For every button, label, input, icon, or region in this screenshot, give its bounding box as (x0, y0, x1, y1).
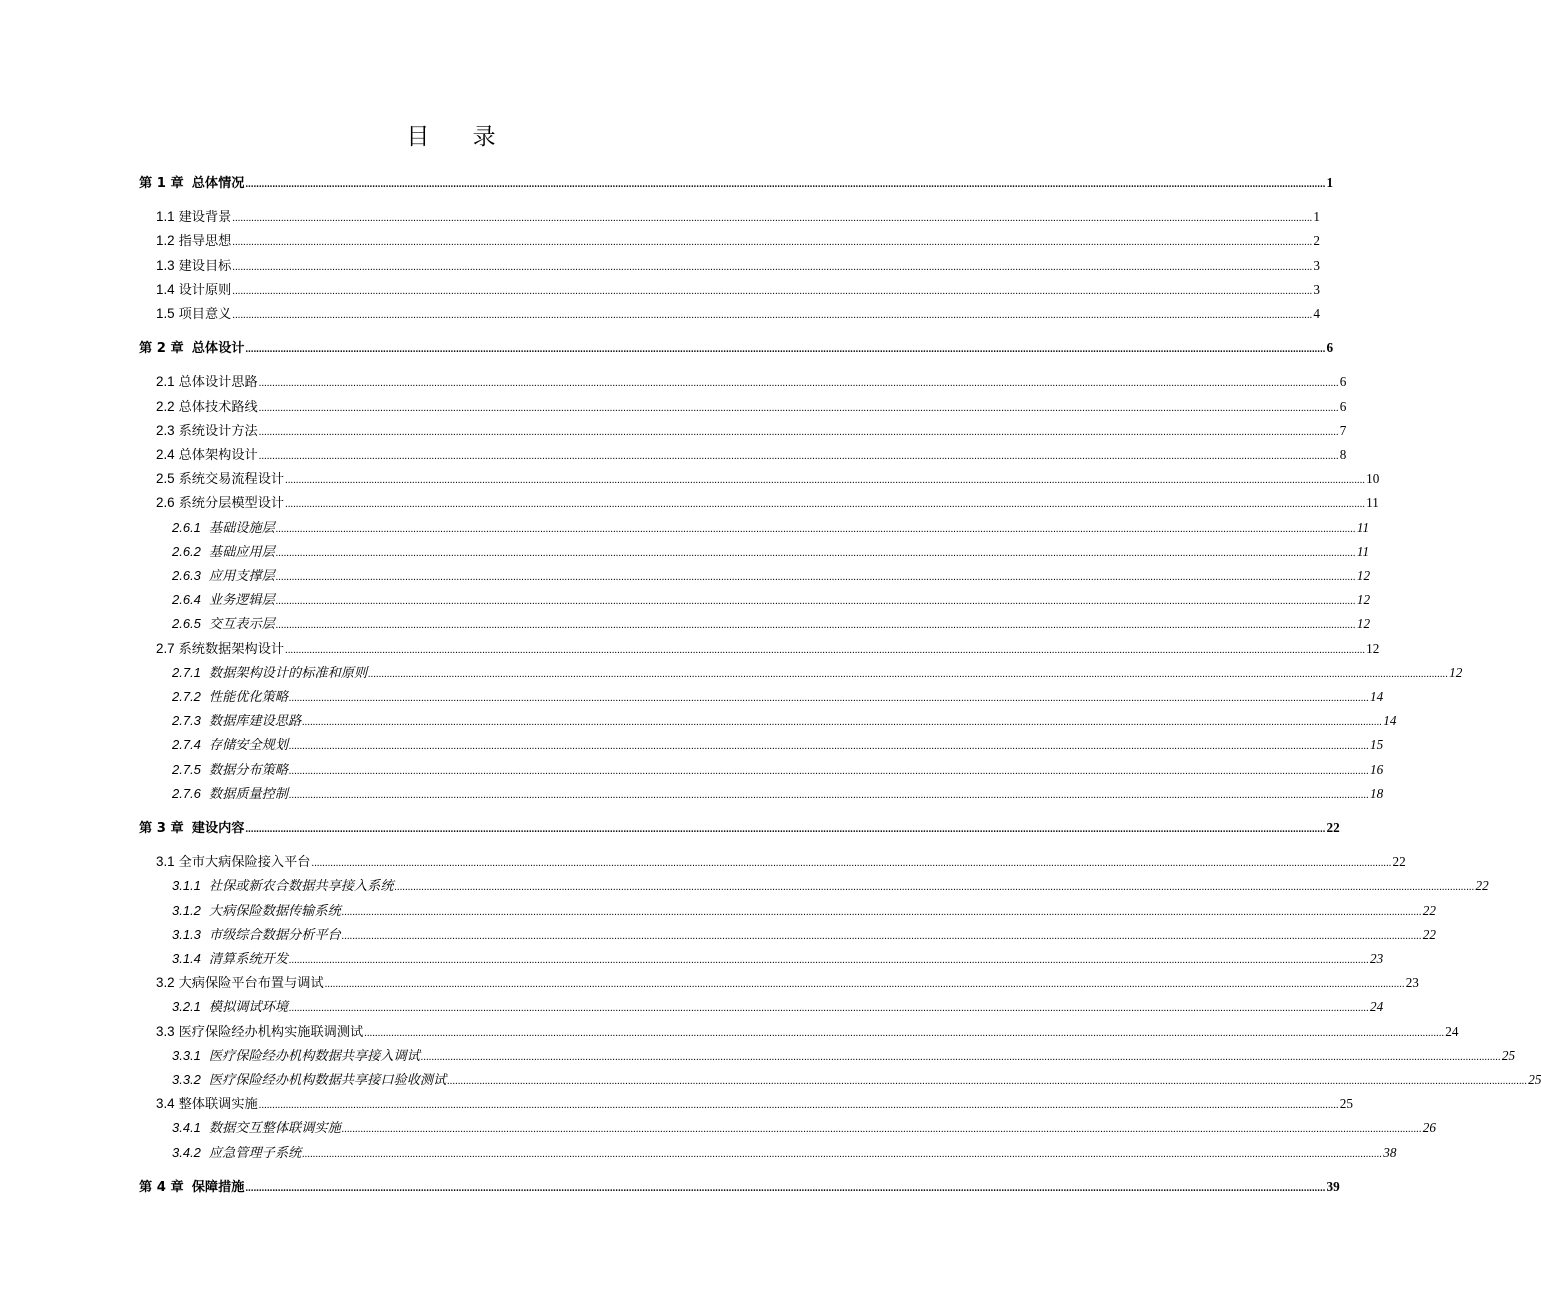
toc-entry-title: 社保或新农合数据共享接入系统 (208, 879, 394, 895)
toc-entry[interactable] (156, 371, 1347, 391)
toc-entry[interactable] (139, 1176, 1340, 1196)
toc-entry-page: 38 (1383, 1144, 1397, 1160)
toc-leader-dots: ................................................................................................................................................................................................................................................................................................................................................................................................................ (258, 402, 1339, 414)
toc-entry-page: 11 (1356, 543, 1370, 559)
toc-entry-title: 市级综合数据分析平台 (208, 927, 341, 943)
toc-entry-page: 22 (1392, 854, 1406, 870)
toc-entry-page: 4 (1313, 306, 1320, 321)
toc-leader-dots: ................................................................................................................................................................................................................................................................................................................................................................................................................ (275, 523, 1356, 535)
toc-entry-title: 系统设计方法 (178, 423, 258, 439)
toc-entry[interactable] (172, 517, 1370, 537)
toc-entry-page: 26 (1422, 1120, 1436, 1136)
toc-entry-title: 全市大病保险接入平台 (178, 855, 311, 871)
toc-entry-number: 3.4.2 (172, 1144, 201, 1160)
toc-entry-number: 2.7.1 (172, 664, 201, 680)
toc-leader-dots: ................................................................................................................................................................................................................................................................................................................................................................................................................ (232, 261, 1313, 273)
toc-entry[interactable] (172, 710, 1397, 730)
toc-entry[interactable] (172, 1069, 1541, 1089)
toc-leader-dots: ................................................................................................................................................................................................................................................................................................................................................................................................................ (341, 906, 1422, 918)
toc-leader-dots: ................................................................................................................................................................................................................................................................................................................................................................................................................ (289, 765, 1370, 777)
toc-entry[interactable] (172, 1142, 1397, 1162)
toc-entry-number: 2.7.4 (172, 737, 201, 753)
toc-entry-number: 2.2 (156, 398, 175, 414)
toc-entry-title: 设计原则 (178, 282, 232, 298)
toc-entry-title: 总体技术路线 (178, 399, 258, 415)
toc-entry-page: 24 (1445, 1023, 1459, 1039)
toc-entry-title: 清算系统开发 (208, 952, 289, 967)
toc-entry-number: 1.4 (156, 281, 175, 297)
toc-entry[interactable] (172, 924, 1436, 944)
toc-entry-number: 3.1.4 (172, 951, 201, 966)
toc-leader-dots: ................................................................................................................................................................................................................................................................................................................................................................................................................ (275, 596, 1356, 608)
toc-entry-page: 14 (1383, 713, 1397, 729)
toc-entry[interactable] (156, 279, 1320, 299)
toc-entry-page: 11 (1356, 519, 1370, 535)
toc-entry[interactable] (156, 1093, 1353, 1113)
toc-leader-dots: ................................................................................................................................................................................................................................................................................................................................................................................................................ (341, 930, 1422, 942)
toc-entry-number: 3.4.1 (172, 1120, 201, 1136)
toc-entry-number: 2.7.6 (172, 785, 201, 801)
toc-entry[interactable] (172, 1045, 1516, 1065)
toc-entry-number: 2.6.3 (172, 568, 201, 583)
toc-entry-page: 14 (1370, 689, 1384, 704)
toc-entry-title: 系统数据架构设计 (178, 641, 285, 657)
toc-leader-dots: ................................................................................................................................................................................................................................................................................................................................................................................................................ (285, 475, 1366, 487)
toc-entry[interactable] (156, 468, 1380, 488)
toc-entry[interactable] (139, 817, 1340, 837)
toc-entry[interactable] (172, 875, 1489, 895)
toc-entry-title: 基础应用层 (208, 544, 275, 560)
toc-entry[interactable] (156, 303, 1320, 323)
toc-entry-page: 6 (1339, 374, 1347, 390)
toc-entry-page: 1 (1326, 175, 1334, 190)
toc-leader-dots: ................................................................................................................................................................................................................................................................................................................................................................................................................ (341, 1124, 1422, 1136)
toc-entry-page: 6 (1326, 340, 1334, 356)
toc-entry[interactable] (156, 1021, 1459, 1041)
toc-entry-number: 2.7.5 (172, 761, 201, 777)
toc-entry-page: 3 (1313, 281, 1320, 297)
toc-entry[interactable] (172, 686, 1384, 706)
toc-entry[interactable] (156, 206, 1320, 226)
toc-leader-dots: ................................................................................................................................................................................................................................................................................................................................................................................................................ (311, 858, 1392, 870)
toc-entry-title: 数据分布策略 (208, 762, 289, 778)
toc-leader-dots: ................................................................................................................................................................................................................................................................................................................................................................................................................ (258, 1100, 1339, 1112)
toc-entry-page: 7 (1339, 422, 1347, 438)
toc-entry-title: 总体设计思路 (178, 375, 258, 391)
toc-entry-page: 1 (1313, 209, 1320, 225)
toc-entry-page: 11 (1366, 495, 1379, 511)
toc-leader-dots: ................................................................................................................................................................................................................................................................................................................................................................................................................ (302, 1148, 1383, 1160)
toc-entry[interactable] (172, 783, 1384, 803)
toc-entry-title: 建设内容 (191, 821, 245, 836)
toc-entry[interactable] (172, 662, 1463, 682)
toc-leader-dots: ................................................................................................................................................................................................................................................................................................................................................................................................................ (285, 499, 1366, 511)
toc-entry-page: 22 (1475, 878, 1489, 894)
toc-entry[interactable] (156, 492, 1379, 512)
toc-entry-title: 存储安全规划 (208, 738, 289, 754)
toc-entry[interactable] (172, 541, 1370, 561)
toc-entry-number: 2.6.2 (172, 543, 201, 559)
toc-entry-page: 23 (1370, 951, 1384, 966)
toc-entry-number: 3.1.1 (172, 878, 201, 894)
toc-entry-number: 2.5 (156, 471, 175, 487)
toc-leader-dots: ................................................................................................................................................................................................................................................................................................................................................................................................................ (275, 620, 1356, 632)
toc-entry-page: 12 (1366, 640, 1380, 656)
toc-entry-page: 12 (1356, 568, 1371, 583)
toc-entry[interactable] (156, 230, 1320, 250)
toc-entry-title: 数据交互整体联调实施 (208, 1121, 341, 1137)
toc-entry-title: 保障措施 (191, 1179, 245, 1195)
toc-leader-dots: ................................................................................................................................................................................................................................................................................................................................................................................................................ (289, 693, 1370, 704)
toc-entry-number: 3.3 (156, 1023, 175, 1039)
toc-entry-page: 25 (1501, 1047, 1516, 1063)
toc-entry-title: 系统分层模型设计 (178, 496, 285, 512)
toc-leader-dots: ................................................................................................................................................................................................................................................................................................................................................................................................................ (232, 310, 1313, 321)
toc-entry-page: 18 (1370, 785, 1384, 801)
toc-leader-dots: ................................................................................................................................................................................................................................................................................................................................................................................................................ (289, 1003, 1370, 1015)
toc-entry[interactable] (139, 337, 1334, 357)
toc-entry-title: 大病保险数据传输系统 (208, 903, 341, 919)
toc-entry-title: 交互表示层 (208, 617, 275, 633)
toc-entry-title: 模拟调试环境 (208, 1000, 289, 1016)
toc-entry-number: 1.3 (156, 257, 175, 273)
toc-entry-title: 医疗保险经办机构数据共享接口验收测试 (208, 1073, 447, 1088)
toc-entry-title: 大病保险平台布置与调试 (178, 976, 324, 992)
toc-entry-number: 3.1.2 (172, 902, 201, 918)
toc-entry-number: 2.4 (156, 447, 175, 462)
toc-entry-title: 基础设施层 (208, 520, 275, 536)
toc-entry-page: 39 (1326, 1178, 1340, 1194)
toc-entry-title: 医疗保险经办机构实施联调测试 (178, 1024, 364, 1040)
toc-leader-dots: ................................................................................................................................................................................................................................................................................................................................................................................................................ (324, 979, 1405, 991)
toc-entry-number: 2.6.1 (172, 519, 201, 535)
toc-entry-number: 2.6.5 (172, 616, 201, 632)
toc-leader-dots: ................................................................................................................................................................................................................................................................................................................................................................................................................ (368, 668, 1449, 680)
toc-entry[interactable] (156, 638, 1380, 658)
toc-entry-number: 2.7.3 (172, 713, 201, 729)
toc-entry-page: 22 (1326, 820, 1340, 835)
toc-entry[interactable] (156, 396, 1347, 416)
toc-entry[interactable] (156, 420, 1347, 440)
toc-entry-page: 24 (1370, 999, 1384, 1015)
toc-entry-title: 应用支撑层 (208, 569, 275, 584)
toc-entry-title: 应急管理子系统 (208, 1145, 302, 1161)
toc-leader-dots: ................................................................................................................................................................................................................................................................................................................................................................................................................ (364, 1027, 1445, 1039)
toc-entry[interactable] (172, 900, 1436, 920)
toc-leader-dots: ................................................................................................................................................................................................................................................................................................................................................................................................................ (420, 1051, 1501, 1063)
toc-leader-dots: ................................................................................................................................................................................................................................................................................................................................................................................................................ (275, 572, 1356, 583)
toc-entry-title: 项目意义 (178, 307, 232, 322)
toc-entry[interactable] (172, 565, 1371, 585)
toc-entry-title: 指导思想 (178, 234, 232, 250)
toc-leader-dots: ................................................................................................................................................................................................................................................................................................................................................................................................................ (245, 179, 1326, 190)
toc-entry-number: 2.7 (156, 640, 175, 656)
toc-leader-dots: ................................................................................................................................................................................................................................................................................................................................................................................................................ (258, 426, 1339, 438)
toc-entry-title: 建设目标 (178, 258, 232, 274)
toc-entry[interactable] (172, 1117, 1436, 1137)
toc-entry-number: 3.3.2 (172, 1072, 201, 1087)
toc-entry-title: 总体架构设计 (178, 448, 258, 463)
toc-leader-dots: ................................................................................................................................................................................................................................................................................................................................................................................................................ (258, 378, 1339, 390)
toc-entry-page: 8 (1339, 447, 1347, 462)
toc-entry[interactable] (156, 255, 1320, 275)
toc-entry[interactable] (172, 613, 1371, 633)
toc-entry-title: 建设背景 (178, 210, 232, 226)
toc-entry-number: 2.7.2 (172, 689, 201, 704)
toc-entry-number: 2.1 (156, 374, 175, 390)
toc-entry-page: 15 (1370, 737, 1384, 753)
toc-entry-title: 医疗保险经办机构数据共享接入调试 (208, 1048, 420, 1064)
toc-leader-dots: ................................................................................................................................................................................................................................................................................................................................................................................................................ (285, 644, 1366, 656)
toc-entry-number: 第 3 章 (139, 821, 184, 836)
toc-entry-number: 3.2 (156, 975, 175, 991)
toc-entry-number: 2.6 (156, 495, 175, 511)
toc-leader-dots: ................................................................................................................................................................................................................................................................................................................................................................................................................ (394, 882, 1475, 894)
toc-entry-page: 6 (1339, 398, 1347, 414)
toc-entry-page: 22 (1422, 926, 1436, 942)
toc-leader-dots: ................................................................................................................................................................................................................................................................................................................................................................................................................ (245, 824, 1326, 835)
toc-leader-dots: ................................................................................................................................................................................................................................................................................................................................................................................................................ (232, 285, 1313, 297)
toc-entry-page: 10 (1366, 471, 1380, 487)
toc-entry[interactable] (172, 948, 1384, 968)
toc-entry-number: 2.3 (156, 422, 175, 438)
toc-entry-number: 1.5 (156, 306, 175, 321)
toc-entry-title: 整体联调实施 (178, 1097, 258, 1113)
toc-leader-dots: ................................................................................................................................................................................................................................................................................................................................................................................................................ (447, 1076, 1528, 1087)
toc-entry-number: 3.1.3 (172, 926, 201, 942)
toc-entry-title: 性能优化策略 (208, 690, 289, 705)
toc-entry[interactable] (172, 996, 1384, 1016)
toc-entry-title: 数据库建设思路 (208, 714, 302, 730)
toc-entry-number: 1.2 (156, 233, 175, 249)
toc-entry-number: 第 4 章 (139, 1179, 184, 1195)
toc-entry-page: 16 (1370, 761, 1384, 777)
page-title: 目 录 (406, 124, 514, 150)
toc-entry-number: 1.1 (156, 209, 175, 225)
toc-entry-title: 总体设计 (191, 341, 245, 357)
toc-entry-page: 3 (1313, 257, 1320, 273)
toc-entry[interactable] (156, 444, 1347, 464)
toc-leader-dots: ................................................................................................................................................................................................................................................................................................................................................................................................................ (289, 789, 1370, 801)
toc-entry-number: 3.2.1 (172, 999, 201, 1015)
toc-entry-page: 23 (1405, 975, 1419, 991)
toc-entry[interactable] (156, 851, 1406, 871)
toc-entry-page: 22 (1422, 902, 1436, 918)
toc-entry-page: 12 (1449, 664, 1463, 680)
toc-leader-dots: ................................................................................................................................................................................................................................................................................................................................................................................................................ (232, 213, 1313, 225)
toc-leader-dots: ................................................................................................................................................................................................................................................................................................................................................................................................................ (245, 344, 1326, 356)
toc-entry-number: 第 1 章 (139, 176, 184, 191)
toc-entry-title: 数据架构设计的标准和原则 (208, 665, 368, 681)
toc-entry-number: 3.3.1 (172, 1047, 201, 1063)
toc-entry-title: 总体情况 (191, 176, 245, 191)
toc-entry-number: 第 2 章 (139, 341, 184, 357)
toc-entry-page: 25 (1528, 1072, 1541, 1087)
toc-leader-dots: ................................................................................................................................................................................................................................................................................................................................................................................................................ (302, 717, 1383, 729)
toc-leader-dots: ................................................................................................................................................................................................................................................................................................................................................................................................................ (289, 955, 1370, 966)
toc-entry-page: 12 (1356, 616, 1371, 632)
toc-entry-title: 业务逻辑层 (208, 593, 275, 609)
toc-leader-dots: ................................................................................................................................................................................................................................................................................................................................................................................................................ (258, 451, 1339, 462)
toc-leader-dots: ................................................................................................................................................................................................................................................................................................................................................................................................................ (245, 1182, 1326, 1194)
toc-entry[interactable] (156, 972, 1419, 992)
toc-entry-number: 2.6.4 (172, 592, 201, 608)
toc-entry-number: 3.4 (156, 1096, 175, 1112)
toc-entry-page: 12 (1356, 592, 1371, 608)
toc-entry-page: 2 (1313, 233, 1320, 249)
toc-entry[interactable] (172, 589, 1371, 609)
toc-entry-number: 3.1 (156, 854, 175, 870)
toc-leader-dots: ................................................................................................................................................................................................................................................................................................................................................................................................................ (275, 547, 1356, 559)
toc-entry-title: 数据质量控制 (208, 786, 289, 802)
toc-entry-title: 系统交易流程设计 (178, 472, 285, 488)
toc-leader-dots: ................................................................................................................................................................................................................................................................................................................................................................................................................ (232, 237, 1313, 249)
toc-entry[interactable] (172, 759, 1384, 779)
toc-leader-dots: ................................................................................................................................................................................................................................................................................................................................................................................................................ (289, 741, 1370, 753)
toc-entry[interactable] (172, 734, 1384, 754)
toc-entry[interactable] (139, 172, 1334, 192)
toc-entry-page: 25 (1339, 1096, 1353, 1112)
